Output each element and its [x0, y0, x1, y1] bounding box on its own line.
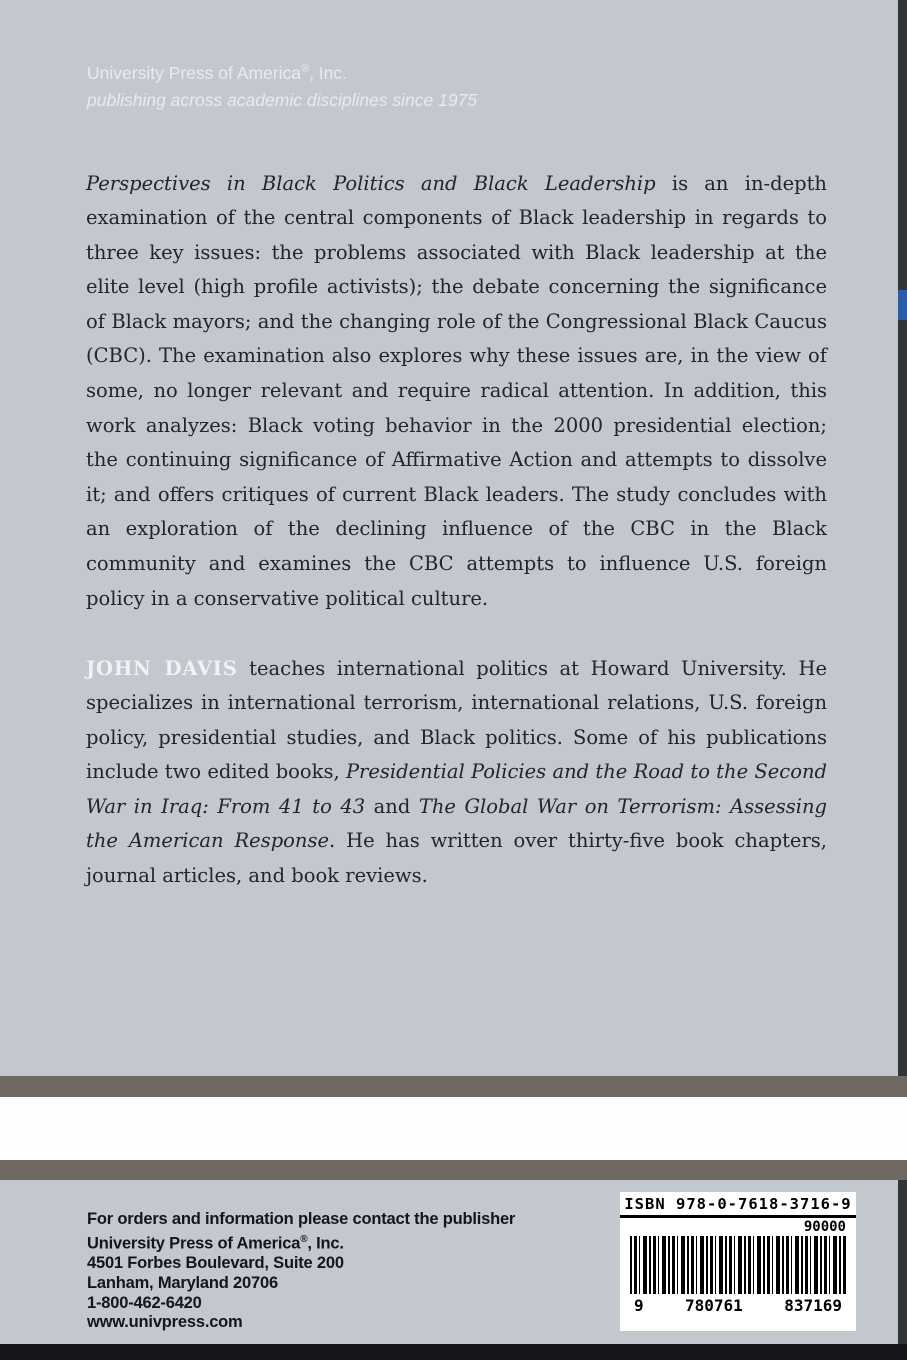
synopsis-text: is an in-depth examination of the central components of Black leadership in regards to three key issues: the problems associated with Black leadership at the elite level (high profile activists); the debate concerning the significance of Black mayors; and the changing role of the Congressional Black Caucus (CBC). The examination also explores why these issues are, in the view of some, no longer relevant and require radical attention. In addition, this work analyzes: Black voting behavior in the 2000 presidential election; the continuing significance of Affirmative Action and attempts to dissolve it; and offers critiques of current Black leaders. The study concludes with an exploration of the declining influence of the CBC in the Black community and examines the CBC attempts to influence U.S. foreign policy in a conservative political culture.	[86, 171, 827, 610]
author-name: JOHN DAVIS	[86, 656, 238, 680]
publisher-suffix: , Inc.	[309, 62, 347, 83]
contact-website: www.univpress.com	[87, 1313, 243, 1332]
contact-block	[87, 1210, 515, 1333]
separator-stripe-top	[0, 1076, 907, 1097]
publisher-tagline: publishing across academic disciplines since 1975	[87, 89, 478, 110]
barcode-digit-group-1: 9	[634, 1296, 644, 1315]
synopsis-paragraph	[86, 167, 827, 617]
bio-book-title-2: The Global War on Terrorism: Assessing the American Response	[86, 794, 827, 853]
bottom-edge-strip	[0, 1344, 907, 1360]
contact-address-1: 4501 Forbes Boulevard, Suite 200	[87, 1254, 344, 1273]
publisher-name: University Press of America	[87, 62, 301, 83]
price-code: 90000	[803, 1219, 846, 1235]
bio-book-title-1: Presidential Policies and the Road to the Second War in Iraq: From 41 to 43	[86, 760, 827, 818]
barcode-bars	[630, 1236, 846, 1294]
bio-text-3: . He has written over thirty-five book chapters, journal articles, and book reviews.	[86, 829, 827, 888]
spine-accent	[898, 290, 907, 320]
barcode-panel	[620, 1192, 856, 1331]
author-bio-paragraph	[86, 652, 827, 894]
registered-trademark: ®	[300, 63, 310, 75]
separator-stripe-bottom	[0, 1160, 907, 1180]
publisher-name-line	[87, 56, 477, 87]
contact-registered-trademark: ®	[300, 1233, 308, 1245]
contact-phone: 1-800-462-6420	[87, 1293, 202, 1312]
barcode-digits	[620, 1294, 856, 1315]
contact-publisher-suffix: , Inc.	[307, 1234, 344, 1253]
barcode-digit-group-3: 837169	[784, 1296, 842, 1315]
contact-publisher-name: University Press of America	[87, 1234, 301, 1253]
contact-intro: For orders and information please contact the publisher	[87, 1210, 516, 1228]
contact-publisher	[87, 1230, 515, 1254]
white-band	[0, 1097, 907, 1160]
isbn-label: ISBN 978-0-7618-3716-9	[620, 1192, 856, 1218]
bio-text-2: and	[365, 794, 419, 818]
bio-text-1: teaches international politics at Howard University. He specializes in international terrorism, international relations, U.S. foreign policy, presidential studies, and Black politics. Some of his publications include two edited books,	[86, 656, 827, 784]
book-title: Perspectives in Black Politics and Black Leadership	[86, 171, 656, 195]
barcode-digit-group-2: 780761	[685, 1296, 743, 1315]
publisher-header	[87, 56, 477, 114]
contact-address-2: Lanham, Maryland 20706	[87, 1273, 278, 1292]
